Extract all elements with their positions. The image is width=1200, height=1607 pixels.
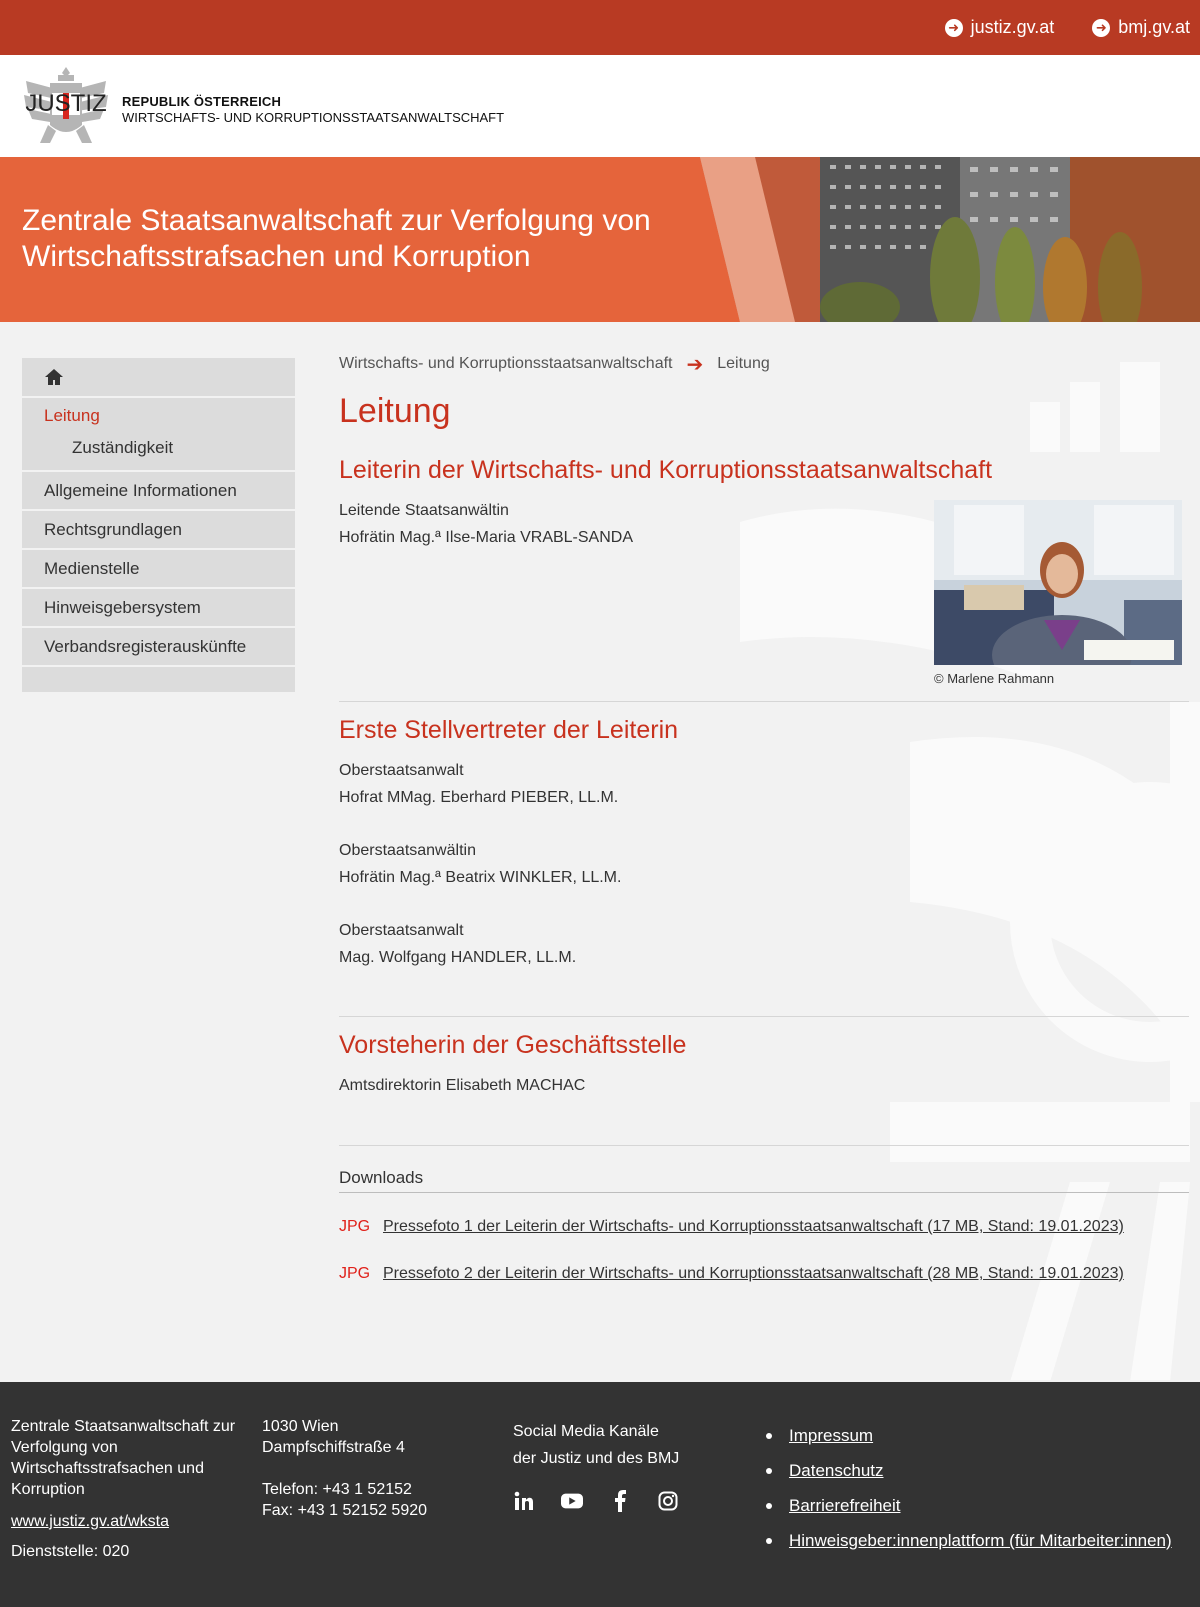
person-name: Hofrätin Mag.ª Ilse-Maria VRABL-SANDA: [339, 529, 634, 546]
portrait-image[interactable]: [934, 500, 1182, 665]
person-block: [339, 917, 1189, 971]
sidebar-item-allgemeine-informationen[interactable]: Allgemeine Informationen: [22, 472, 295, 509]
sidebar-home[interactable]: [22, 358, 295, 396]
eagle-crest-icon: [20, 63, 112, 149]
file-type-badge: JPG: [339, 1218, 371, 1235]
content: [339, 352, 1189, 1287]
person-name: Mag. Wolfgang HANDLER, LL.M.: [339, 949, 577, 966]
sidebar-item-hinweisgebersystem[interactable]: Hinweisgebersystem: [22, 589, 295, 626]
instagram-icon[interactable]: [657, 1490, 679, 1512]
justiz-link[interactable]: ➜ justiz.gv.at: [945, 17, 1055, 38]
download-item: [339, 1260, 1189, 1287]
footer-social-line1: Social Media Kanäle: [513, 1423, 659, 1440]
logo-word: JUSTIZ: [25, 90, 107, 117]
photo-caption: © Marlene Rahmann: [934, 671, 1055, 686]
footer-org: [11, 1416, 246, 1562]
hero-title: Zentrale Staatsanwaltschaft zur Verfolgung von Wirtschaftsstrafsachen und Korruption: [22, 204, 651, 273]
logo-bar: [0, 55, 1200, 157]
footer-city: 1030 Wien: [262, 1418, 339, 1435]
page-title: Leitung: [339, 392, 451, 430]
footer-link-datenschutz[interactable]: Datenschutz: [789, 1461, 884, 1480]
person-role: Oberstaatsanwalt: [339, 762, 464, 779]
footer-links: [766, 1418, 1200, 1558]
sidebar-item-zustaendigkeit[interactable]: Zuständigkeit: [72, 438, 174, 457]
footer-org-name: Zentrale Staatsanwaltschaft zur Verfolgung von Wirtschaftsstrafsachen und Korruption: [11, 1418, 236, 1498]
sidebar-group-leitung: [22, 398, 295, 470]
sidebar-item-medienstelle[interactable]: Medienstelle: [22, 550, 295, 587]
footer-street: Dampfschiffstraße 4: [262, 1439, 405, 1456]
social-icons: [513, 1490, 733, 1512]
footer-link-hinweisgeber[interactable]: Hinweisgeber:innenplattform (für Mitarbeiter:innen): [789, 1531, 1172, 1550]
download-item: [339, 1213, 1189, 1240]
person-block: [339, 757, 1189, 811]
linkedin-icon[interactable]: [513, 1490, 535, 1512]
person-name: Hofrat MMag. Eberhard PIEBER, LL.M.: [339, 789, 619, 806]
person-block: [339, 1072, 1189, 1099]
footer-social: [513, 1418, 733, 1512]
logo-line2: WIRTSCHAFTS- UND KORRUPTIONSSTAATSANWALTSCHAFT: [122, 110, 505, 125]
footer-address: [262, 1416, 482, 1521]
section-stellvertreter: [339, 702, 1189, 1016]
footer-link-item: [766, 1523, 1200, 1558]
arrow-circle-icon: ➜: [1092, 19, 1110, 37]
main-area: [0, 322, 1200, 1380]
section-heading: Erste Stellvertreter der Leiterin: [339, 716, 679, 744]
breadcrumb: [339, 352, 1189, 376]
sidebar-item-verbandsregisterauskuenfte[interactable]: Verbandsregisterauskünfte: [22, 628, 295, 665]
justiz-logo[interactable]: [20, 63, 112, 149]
person-name: Amtsdirektorin Elisabeth MACHAC: [339, 1077, 586, 1094]
top-bar: [0, 0, 1200, 55]
portrait-illustration: [934, 500, 1182, 665]
person-role: Oberstaatsanwalt: [339, 922, 464, 939]
youtube-icon[interactable]: [561, 1490, 583, 1512]
footer-phone: Telefon: +43 1 52152: [262, 1481, 412, 1498]
section-geschaeftsstelle: [339, 1017, 1189, 1145]
section-leiterin: [339, 456, 1189, 701]
footer-link-barrierefreiheit[interactable]: Barrierefreiheit: [789, 1496, 901, 1515]
sidebar-nav: [22, 358, 295, 692]
sidebar-item-leitung[interactable]: Leitung: [44, 406, 100, 425]
person-block: [339, 837, 1189, 891]
arrow-circle-icon: ➜: [945, 19, 963, 37]
arrow-right-icon: ➔: [686, 353, 704, 376]
footer: [0, 1382, 1200, 1607]
portrait-photo: [934, 500, 1182, 686]
person-role: Oberstaatsanwältin: [339, 842, 476, 859]
person-name: Hofrätin Mag.ª Beatrix WINKLER, LL.M.: [339, 869, 622, 886]
breadcrumb-current: Leitung: [717, 355, 770, 372]
breadcrumb-parent[interactable]: Wirtschafts- und Korruptionsstaatsanwaltschaft: [339, 355, 673, 372]
sidebar-item-rechtsgrundlagen[interactable]: Rechtsgrundlagen: [22, 511, 295, 548]
downloads-section: [339, 1146, 1189, 1287]
footer-office: Dienststelle: 020: [11, 1543, 130, 1560]
download-link[interactable]: Pressefoto 2 der Leiterin der Wirtschafts- und Korruptionsstaatsanwaltschaft (28 MB, Stand: 19.01.2023): [383, 1265, 1124, 1282]
section-heading: Leiterin der Wirtschafts- und Korruptionsstaatsanwaltschaft: [339, 456, 993, 484]
footer-link-item: [766, 1453, 1200, 1488]
footer-social-line2: der Justiz und des BMJ: [513, 1450, 680, 1467]
file-type-badge: JPG: [339, 1265, 371, 1282]
hero-banner: [0, 157, 1200, 322]
footer-website-link[interactable]: www.justiz.gv.at/wksta: [11, 1513, 169, 1530]
home-icon: [44, 368, 64, 386]
hero-building-image: [700, 157, 1200, 322]
logo-text: [122, 94, 504, 126]
sidebar-footer: [22, 667, 295, 692]
bmj-link[interactable]: ➜ bmj.gv.at: [1092, 17, 1190, 38]
person-role: Leitende Staatsanwältin: [339, 502, 509, 519]
logo-line1: REPUBLIK ÖSTERREICH: [122, 94, 282, 109]
footer-fax: Fax: +43 1 52152 5920: [262, 1502, 428, 1519]
download-link[interactable]: Pressefoto 1 der Leiterin der Wirtschafts- und Korruptionsstaatsanwaltschaft (17 MB, Stand: 19.01.2023): [383, 1218, 1124, 1235]
footer-link-impressum[interactable]: Impressum: [789, 1426, 874, 1445]
facebook-icon[interactable]: [609, 1490, 631, 1512]
footer-link-item: [766, 1488, 1200, 1523]
section-heading: Vorsteherin der Geschäftsstelle: [339, 1031, 687, 1059]
footer-link-item: [766, 1418, 1200, 1453]
downloads-heading: Downloads: [339, 1168, 1189, 1193]
